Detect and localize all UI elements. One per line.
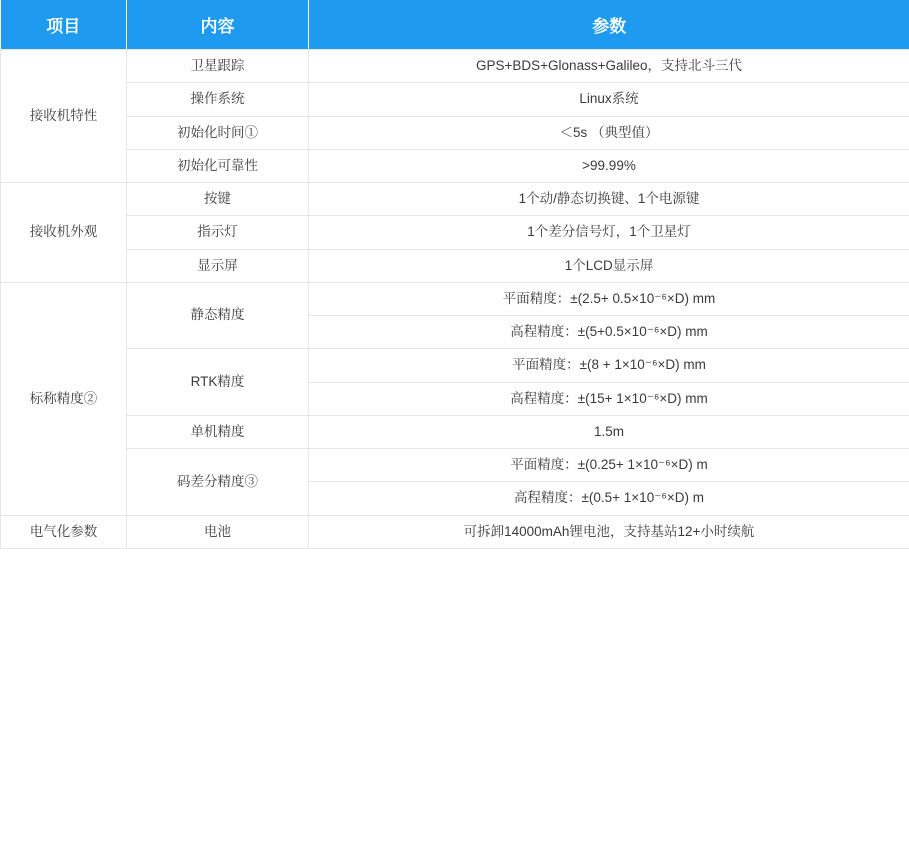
table-row: [1, 415, 909, 448]
item-name-cell: 初始化可靠性: [127, 149, 309, 182]
category-cell: 接收机特性: [1, 50, 127, 183]
item-name-cell: 按键: [127, 183, 309, 216]
parameter-value-cell: 1个动/静态切换键、1个电源键: [309, 183, 909, 216]
item-name-cell: 初始化时间①: [127, 116, 309, 149]
parameter-value-cell: 平面精度：±(0.25+ 1×10⁻⁶×D) m: [309, 449, 909, 482]
parameter-value-cell: Linux系统: [309, 83, 909, 116]
category-cell: 接收机外观: [1, 183, 127, 283]
item-name-cell: 指示灯: [127, 216, 309, 249]
category-cell: 标称精度②: [1, 282, 127, 515]
item-name-cell: 卫星跟踪: [127, 50, 309, 83]
table-row: [1, 149, 909, 182]
parameter-value-cell: 高程精度：±(0.5+ 1×10⁻⁶×D) m: [309, 482, 909, 515]
table-row: [1, 183, 909, 216]
table-header-row: [1, 0, 909, 50]
parameter-value-cell: 可拆卸14000mAh锂电池，支持基站12+小时续航: [309, 515, 909, 548]
table-row: [1, 282, 909, 315]
table-body: [1, 50, 909, 549]
parameter-value-cell: 1个LCD显示屏: [309, 249, 909, 282]
table-row: [1, 349, 909, 382]
column-header-parameter: 参数: [309, 0, 909, 50]
parameter-value-cell: 1个差分信号灯，1个卫星灯: [309, 216, 909, 249]
item-name-cell: RTK精度: [127, 349, 309, 416]
item-name-cell: 显示屏: [127, 249, 309, 282]
table-row: [1, 515, 909, 548]
table-row: [1, 50, 909, 83]
table-row: [1, 449, 909, 482]
table-row: [1, 216, 909, 249]
parameter-value-cell: 1.5m: [309, 415, 909, 448]
item-name-cell: 静态精度: [127, 282, 309, 349]
column-header-content: 内容: [127, 0, 309, 50]
parameter-value-cell: 平面精度：±(8 + 1×10⁻⁶×D) mm: [309, 349, 909, 382]
table-row: [1, 83, 909, 116]
parameter-value-cell: >99.99%: [309, 149, 909, 182]
category-cell: 电气化参数: [1, 515, 127, 548]
item-name-cell: 单机精度: [127, 415, 309, 448]
item-name-cell: 操作系统: [127, 83, 309, 116]
column-header-item: 项目: [1, 0, 127, 50]
table-row: [1, 249, 909, 282]
item-name-cell: 电池: [127, 515, 309, 548]
parameter-value-cell: 高程精度：±(5+0.5×10⁻⁶×D) mm: [309, 316, 909, 349]
item-name-cell: 码差分精度③: [127, 449, 309, 516]
table-row: [1, 116, 909, 149]
parameter-value-cell: 平面精度：±(2.5+ 0.5×10⁻⁶×D) mm: [309, 282, 909, 315]
parameter-value-cell: GPS+BDS+Glonass+Galileo，支持北斗三代: [309, 50, 909, 83]
parameter-value-cell: ＜5s （典型值）: [309, 116, 909, 149]
parameter-value-cell: 高程精度：±(15+ 1×10⁻⁶×D) mm: [309, 382, 909, 415]
